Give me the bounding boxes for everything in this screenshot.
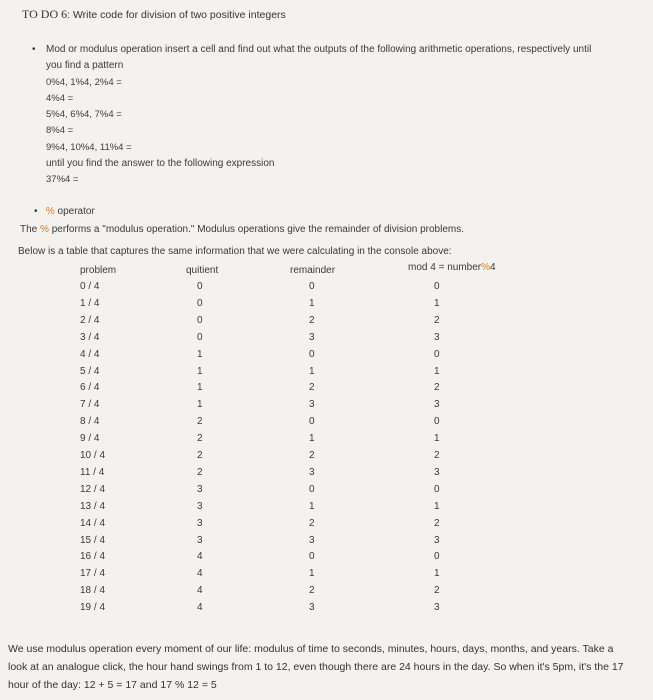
cell-problem: 19 / 4: [80, 602, 106, 614]
cell-mod: 2: [434, 382, 440, 394]
cell-remainder: 1: [309, 500, 315, 512]
cell-mod: 2: [434, 585, 440, 597]
cell-mod: 0: [434, 551, 440, 563]
cell-quotient: 2: [197, 433, 203, 445]
cell-remainder: 2: [309, 382, 315, 394]
cell-quotient: 4: [197, 568, 203, 580]
todo-heading-text: : Write code for division of two positive integers: [67, 9, 286, 21]
description-text: The: [20, 224, 41, 235]
cell-problem: 16 / 4: [80, 551, 106, 563]
cell-remainder: 0: [309, 483, 315, 495]
cell-mod: 3: [434, 602, 440, 614]
cell-remainder: 3: [309, 331, 315, 343]
cell-mod: 1: [434, 297, 440, 309]
cell-problem: 6 / 4: [80, 382, 100, 394]
cell-problem: 17 / 4: [80, 568, 106, 580]
cell-problem: 8 / 4: [80, 416, 100, 428]
cell-quotient: 3: [197, 534, 203, 546]
header-problem: problem: [80, 265, 117, 276]
cell-problem: 9 / 4: [80, 433, 100, 445]
cell-remainder: 1: [309, 433, 315, 445]
instruction-line: you find a pattern: [46, 60, 124, 72]
description-text: performs a "modulus operation." Modulus operations give the remainder of division problems.: [48, 224, 465, 235]
expression-line: 5%4, 6%4, 7%4 =: [46, 109, 122, 121]
percent-symbol: %: [45, 206, 55, 217]
bullet-dot-icon: •: [32, 44, 36, 55]
cell-problem: 18 / 4: [80, 585, 106, 597]
cell-problem: 11 / 4: [80, 466, 105, 478]
cell-problem: 12 / 4: [80, 483, 106, 495]
cell-quotient: 0: [197, 314, 203, 326]
cell-problem: 10 / 4: [80, 450, 106, 461]
cell-quotient: 4: [197, 551, 203, 563]
cell-remainder: 3: [309, 534, 315, 546]
header-remainder: remainder: [290, 265, 336, 276]
cell-problem: 3 / 4: [80, 331, 100, 343]
cell-problem: 15 / 4: [80, 534, 106, 546]
cell-quotient: 4: [197, 602, 203, 614]
expression-line: 9%4, 10%4, 11%4 =: [46, 141, 132, 153]
cell-quotient: 1: [197, 348, 203, 360]
cell-mod: 3: [434, 466, 440, 478]
cell-mod: 2: [434, 517, 440, 529]
cell-problem: 14 / 4: [80, 517, 106, 529]
header-mod-suffix: 4: [490, 262, 496, 273]
cell-problem: 2 / 4: [80, 314, 100, 326]
cell-remainder: 2: [309, 450, 315, 461]
expression-line: 0%4, 1%4, 2%4 =: [46, 76, 122, 88]
cell-remainder: 2: [309, 517, 315, 529]
cell-quotient: 3: [197, 483, 203, 495]
cell-quotient: 3: [197, 517, 203, 529]
cell-mod: 2: [434, 450, 440, 461]
cell-remainder: 1: [309, 365, 315, 377]
cell-quotient: 4: [197, 585, 203, 597]
header-quotient: quitient: [186, 265, 219, 276]
cell-mod: 2: [434, 314, 440, 326]
cell-quotient: 0: [197, 281, 203, 292]
cell-remainder: 0: [309, 416, 315, 428]
cell-remainder: 2: [309, 314, 315, 326]
cell-problem: 7 / 4: [80, 399, 100, 411]
cell-mod: 1: [434, 568, 440, 580]
todo-heading-prefix: TO DO 6: [22, 7, 68, 21]
percent-symbol: %: [481, 262, 491, 273]
cell-remainder: 1: [309, 297, 315, 309]
footer-line: We use modulus operation every moment of our life: modulus of time to seconds, minutes, hours, days, months, and years. Take a: [8, 643, 614, 655]
table-intro: Below is a table that captures the same information that we were calculating in the console above:: [18, 246, 452, 257]
cell-remainder: 0: [309, 551, 315, 563]
cell-mod: 0: [434, 483, 440, 495]
cell-quotient: 2: [197, 450, 203, 461]
instruction-line: until you find the answer to the following expression: [46, 158, 275, 170]
footer-line: look at an analogue click, the hour hand swings from 1 to 12, even though there are 24 hours in the day. So when it's 5pm, it's the 17: [8, 661, 624, 673]
cell-remainder: 3: [309, 399, 315, 411]
operator-label: operator: [54, 206, 95, 217]
modulus-description: [20, 224, 464, 235]
cell-problem: 1 / 4: [80, 297, 100, 309]
expression-line: 4%4 =: [46, 92, 74, 104]
cell-mod: 0: [434, 416, 440, 428]
cell-mod: 0: [434, 348, 440, 360]
percent-symbol: %: [40, 224, 49, 235]
cell-problem: 0 / 4: [80, 281, 100, 292]
cell-problem: 5 / 4: [80, 365, 100, 377]
footer-paragraph: [8, 640, 648, 694]
cell-quotient: 0: [197, 331, 203, 343]
cell-mod: 1: [434, 365, 440, 377]
cell-mod: 3: [434, 331, 440, 343]
cell-mod: 0: [434, 281, 440, 292]
cell-problem: 13 / 4: [80, 500, 106, 512]
cell-quotient: 1: [197, 399, 203, 411]
header-mod-text: mod 4 = number: [408, 262, 482, 273]
cell-quotient: 2: [197, 416, 203, 428]
cell-remainder: 0: [309, 348, 315, 360]
cell-remainder: 1: [309, 568, 315, 580]
cell-quotient: 3: [197, 500, 203, 512]
bullet-dot-icon: •: [34, 206, 38, 217]
todo-heading: [22, 7, 286, 22]
cell-quotient: 1: [197, 382, 203, 394]
cell-mod: 1: [434, 433, 440, 445]
cell-quotient: 2: [197, 466, 203, 478]
expression-line: 37%4 =: [46, 174, 79, 186]
cell-problem: 4 / 4: [80, 348, 100, 360]
cell-mod: 1: [434, 500, 440, 512]
cell-remainder: 0: [309, 281, 315, 292]
cell-remainder: 3: [309, 602, 315, 614]
operator-bullet: [34, 206, 95, 217]
cell-mod: 3: [434, 399, 440, 411]
cell-quotient: 0: [197, 297, 203, 309]
footer-line: hour of the day: 12 + 5 = 17 and 17 % 12 = 5: [8, 679, 217, 691]
instruction-line: Mod or modulus operation insert a cell and find out what the outputs of the following arithmetic operations, respectively until: [46, 44, 592, 55]
cell-remainder: 2: [309, 585, 315, 597]
expression-line: 8%4 =: [46, 125, 74, 137]
cell-remainder: 3: [309, 466, 315, 478]
cell-quotient: 1: [197, 365, 203, 377]
header-mod: [408, 262, 496, 273]
cell-mod: 3: [434, 534, 440, 546]
